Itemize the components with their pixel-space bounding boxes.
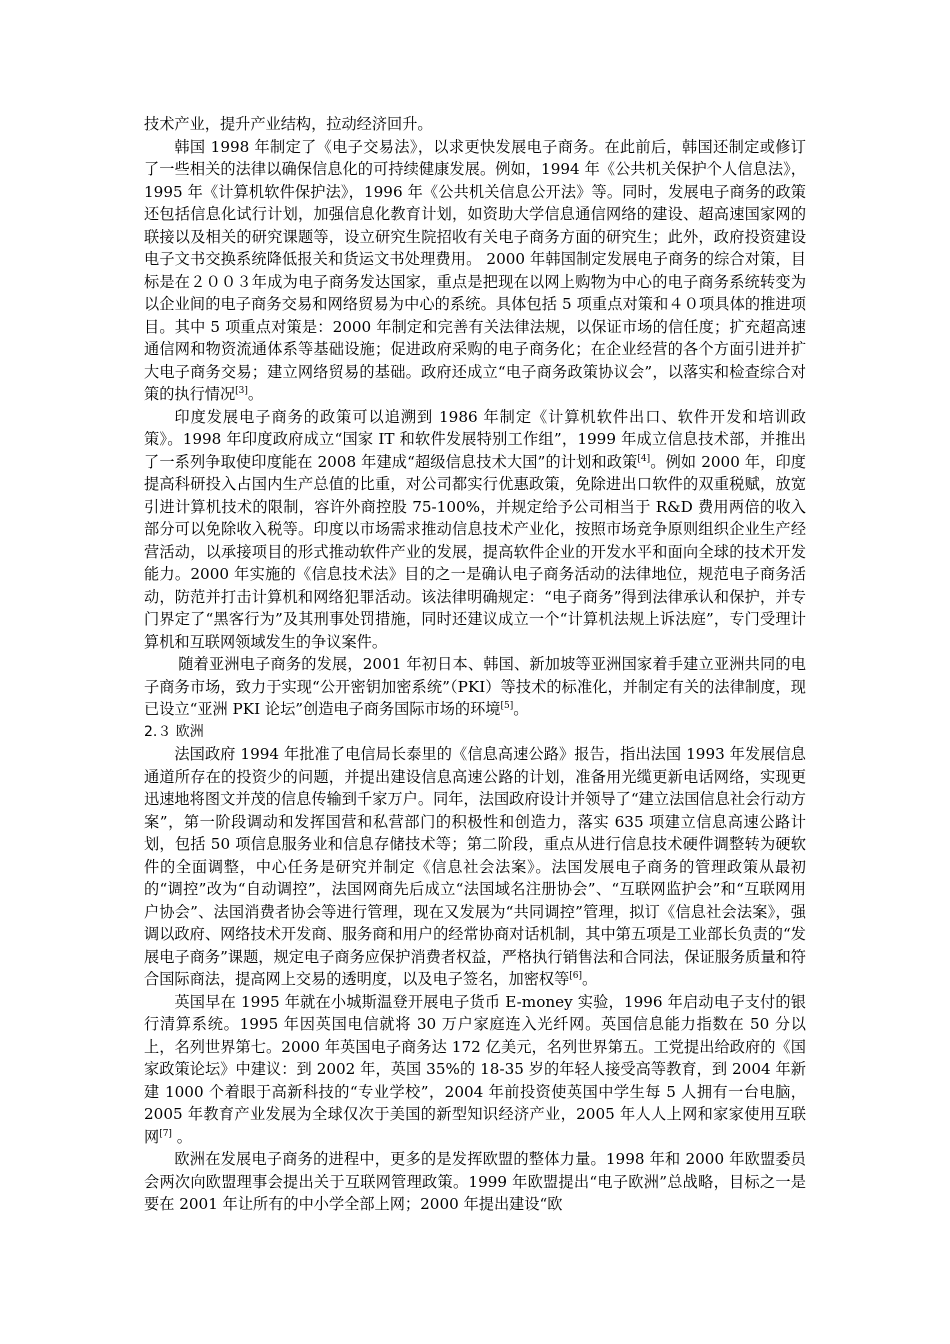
citation-ref: [3] bbox=[235, 386, 248, 396]
paragraph-text: 随着亚洲电子商务的发展，2001 年初日本、韩国、新加坡等亚洲国家着手建立亚洲共同的电子商务市场，致力于实现“公开密钥加密系统”（PKI）等技术的标准化，并制定有关的法律制度，现已设立“亚洲 PKI 论坛”创造电子商务国际市场的环境 bbox=[144, 655, 806, 718]
paragraph-korea bbox=[144, 136, 806, 406]
citation-ref: [6] bbox=[569, 971, 582, 981]
paragraph-tail: 。 bbox=[582, 970, 598, 988]
paragraph-text: 法国政府 1994 年批准了电信局长泰里的《信息高速公路》报告，指出法国 1993 年发展信息通道所存在的投资少的问题，并提出建设信息高速公路的计划，准备用光缆更新电话网络，实现更迅速地将图文并茂的信息传输到千家万户。同年，法国政府设计并领导了“建立法国信息社会行动方案”，第一阶段调动和发挥国营和私营部门的积极性和创造力，落实 635 项建立信息高速公路计划，包括 50 项信息服务业和信息存储技术等；第二阶段，重点从进行信息技术硬件调整转为硬软件的全面调整，中心任务是研究并制定《信息社会法案》。法国发展电子商务的管理政策从最初的“调控”改为“自动调控”，法国网商先后成立“法国域名注册协会”、“互联网监护会”和“互联网用户协会”、法国消费者协会等进行管理，现在又发展为“共同调控”管理，拟订《信息社会法案》，强调以政府、网络技术开发商、服务商和用户的经常协商对话机制，其中第五项是工业部长负责的“发展电子商务”课题，规定电子商务应保护消费者权益，严格执行销售法和合同法，保证服务质量和符合国际商法，提高网上交易的透明度，以及电子签名，加密权等 bbox=[144, 745, 806, 988]
citation-ref: [7] bbox=[159, 1128, 172, 1139]
paragraph-tail: 。例如 2000 年，印度提高科研投入占国内生产总值的比重，对公司都实行优惠政策，免除进出口软件的双重税赋，放宽引进计算机技术的限制，容许外商控股 75-100%，并规定给予公司相当于 R&D 费用两倍的收入部分可以免除收入税等。印度以市场需求推动信息技术产业化，按照市场竞争原则组织企业生产经营活动，以承接项目的形式推动软件产业的发展，提高软件企业的开发水平和面向全球的技术开发能力。2000 年实施的《信息技术法》目的之一是确认电子商务活动的法律地位，规范电子商务活动，防范并打击计算机和网络犯罪活动。该法律明确规定：“电子商务”得到法律承认和保护，并专门界定了“黑客行为”及其刑事处罚措施，同时还建议成立一个“计算机法规上诉法庭”，专门受理计算机和互联网领域发生的争议案件。 bbox=[144, 452, 806, 651]
document-body bbox=[144, 113, 806, 1216]
paragraph-france bbox=[144, 743, 806, 991]
paragraph-tail: 。 bbox=[171, 1127, 192, 1146]
section-heading: 2.３ 欧洲 bbox=[144, 723, 204, 740]
paragraph-text: 印度发展电子商务的政策可以追溯到 1986 年制定《计算机软件出口、软件开发和培训政策》。1998 年印度政府成立“国家 IT 和软件发展特别工作组”，1999 年成立信息技术部，并推出了一系列争取使印度能在 2008 年建成“超级信息技术大国”的计划和政策 bbox=[144, 407, 806, 471]
paragraph-asia bbox=[144, 653, 806, 721]
paragraph-tail: 。 bbox=[513, 700, 529, 718]
paragraph-india bbox=[144, 406, 806, 654]
paragraph-text: 技术产业，提升产业结构，拉动经济回升。 bbox=[144, 115, 433, 133]
citation-ref: [4] bbox=[637, 453, 651, 464]
paragraph-text: 欧洲在发展电子商务的进程中，更多的是发挥欧盟的整体力量。1998 年和 2000 年欧盟委员会两次向欧盟理事会提出关于互联网管理政策。1999 年欧盟提出“电子欧洲”总战略，目标之一是要在 2001 年让所有的中小学全部上网；2000 年提出建设“欧 bbox=[144, 1150, 806, 1213]
paragraph-uk bbox=[144, 991, 806, 1149]
paragraph-eu bbox=[144, 1148, 806, 1216]
paragraph-text: 英国早在 1995 年就在小城斯温登开展电子货币 E-money 实验，1996 年启动电子支付的银行清算系统。1995 年因英国电信就将 30 万户家庭连入光纤网。英国信息能力指数在 50 分以上，名列世界第七。2000 年英国电子商务达 172 亿美元，名列世界第五。工党提出给政府的《国家政策论坛》中建议：到 2002 年，英国 35%的 18-35 岁的年轻人接受高等教育，到 2004 年新建 1000 个着眼于高新科技的“专业学校”，2004 年前投资使英国中学生每 5 人拥有一台电脑，2005 年教育产业发展为全球仅次于美国的新型知识经济产业，2005 年人人上网和家家使用互联网 bbox=[144, 992, 806, 1146]
paragraph-text: 韩国 1998 年制定了《电子交易法》，以求更快发展电子商务。在此前后，韩国还制定或修订了一些相关的法律以确保信息化的可持续健康发展。例如，1994 年《公共机关保护个人信息法》，1995 年《计算机软件保护法》，1996 年《公共机关信息公开法》等。同时，发展电子商务的政策还包括信息化试行计划，加强信息化教育计划，如资助大学信息通信网络的建设、超高速国家网的联接以及相关的研究课题等，设立研究生院招收有关电子商务方面的研究生；此外，政府投资建设电子文书交换系统降低报关和货运文书处理费用。 2000 年韩国制定发展电子商务的综合对策，目标是在２００３年成为电子商务发达国家，重点是把现在以网上购物为中心的电子商务系统转变为以企业间的电子商务交易和网络贸易为中心的系统。具体包括 5 项重点对策和４０项具体的推进项目。其中 5 项重点对策是：2000 年制定和完善有关法律法规，以保证市场的信任度；扩充超高速通信网和物资流通体系等基础设施；促进政府采购的电子商务化；在企业经营的各个方面引进并扩大电子商务交易；建立网络贸易的基础。政府还成立“电子商务政策协议会”，以落实和检查综合对策的执行情况 bbox=[144, 137, 806, 403]
citation-ref: [5] bbox=[500, 701, 514, 711]
paragraph-tail: 。 bbox=[247, 385, 264, 403]
paragraph-continuation bbox=[144, 113, 806, 136]
